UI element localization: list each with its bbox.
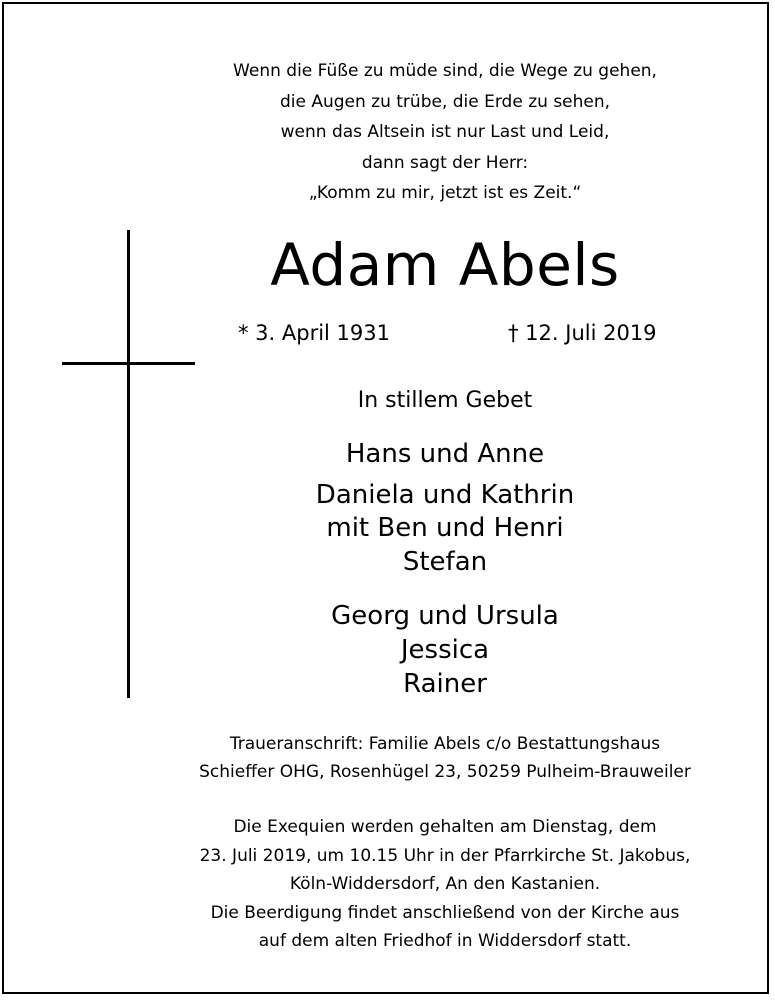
mourner-line: Jessica (400, 635, 490, 665)
mourner-line: Rainer (403, 669, 487, 699)
poem-line: „Komm zu mir, jetzt ist es Zeit.“ (308, 183, 582, 203)
service-line: Köln-Widdersdorf, An den Kastanien. (289, 874, 601, 894)
cross-horizontal-bar (62, 362, 195, 365)
poem-line: die Augen zu trübe, die Erde zu sehen, (279, 91, 611, 112)
mourner-line: Daniela und Kathrin (315, 479, 575, 510)
birth-date: * 3. April 1931 (238, 321, 391, 345)
prayer-line: In stillem Gebet (357, 388, 533, 413)
service-line: Die Beerdigung findet anschließend von der Kirche aus (210, 902, 680, 923)
mourners-group-2 (130, 599, 760, 701)
mourner-line: Stefan (402, 546, 488, 577)
mourners-group-1 (130, 438, 760, 579)
service-line: Die Exequien werden gehalten am Dienstag, dem (233, 817, 657, 837)
poem (130, 56, 760, 209)
deceased-name: Adam Abels (270, 231, 620, 299)
service-info (130, 813, 760, 956)
service-line: 23. Juli 2019, um 10.15 Uhr in der Pfarrkirche St. Jakobus, (199, 845, 691, 866)
address-line: Traueranschrift: Familie Abels c/o Bestattungshaus (229, 734, 661, 754)
poem-line: dann sagt der Herr: (361, 152, 529, 173)
mourner-line: mit Ben und Henri (326, 513, 564, 543)
death-date: † 12. Juli 2019 (508, 321, 657, 345)
service-line: auf dem alten Friedhof in Widdersdorf statt. (258, 931, 632, 951)
poem-line: wenn das Altsein ist nur Last und Leid, (280, 122, 610, 142)
address-line: Schieffer OHG, Rosenhügel 23, 50259 Pulheim-Brauweiler (199, 762, 691, 782)
mourning-address (130, 730, 760, 786)
mourner-line: Georg und Ursula (331, 601, 559, 631)
poem-line: Wenn die Füße zu müde sind, die Wege zu gehen, (233, 61, 657, 81)
mourner-line: Hans und Anne (345, 439, 545, 469)
